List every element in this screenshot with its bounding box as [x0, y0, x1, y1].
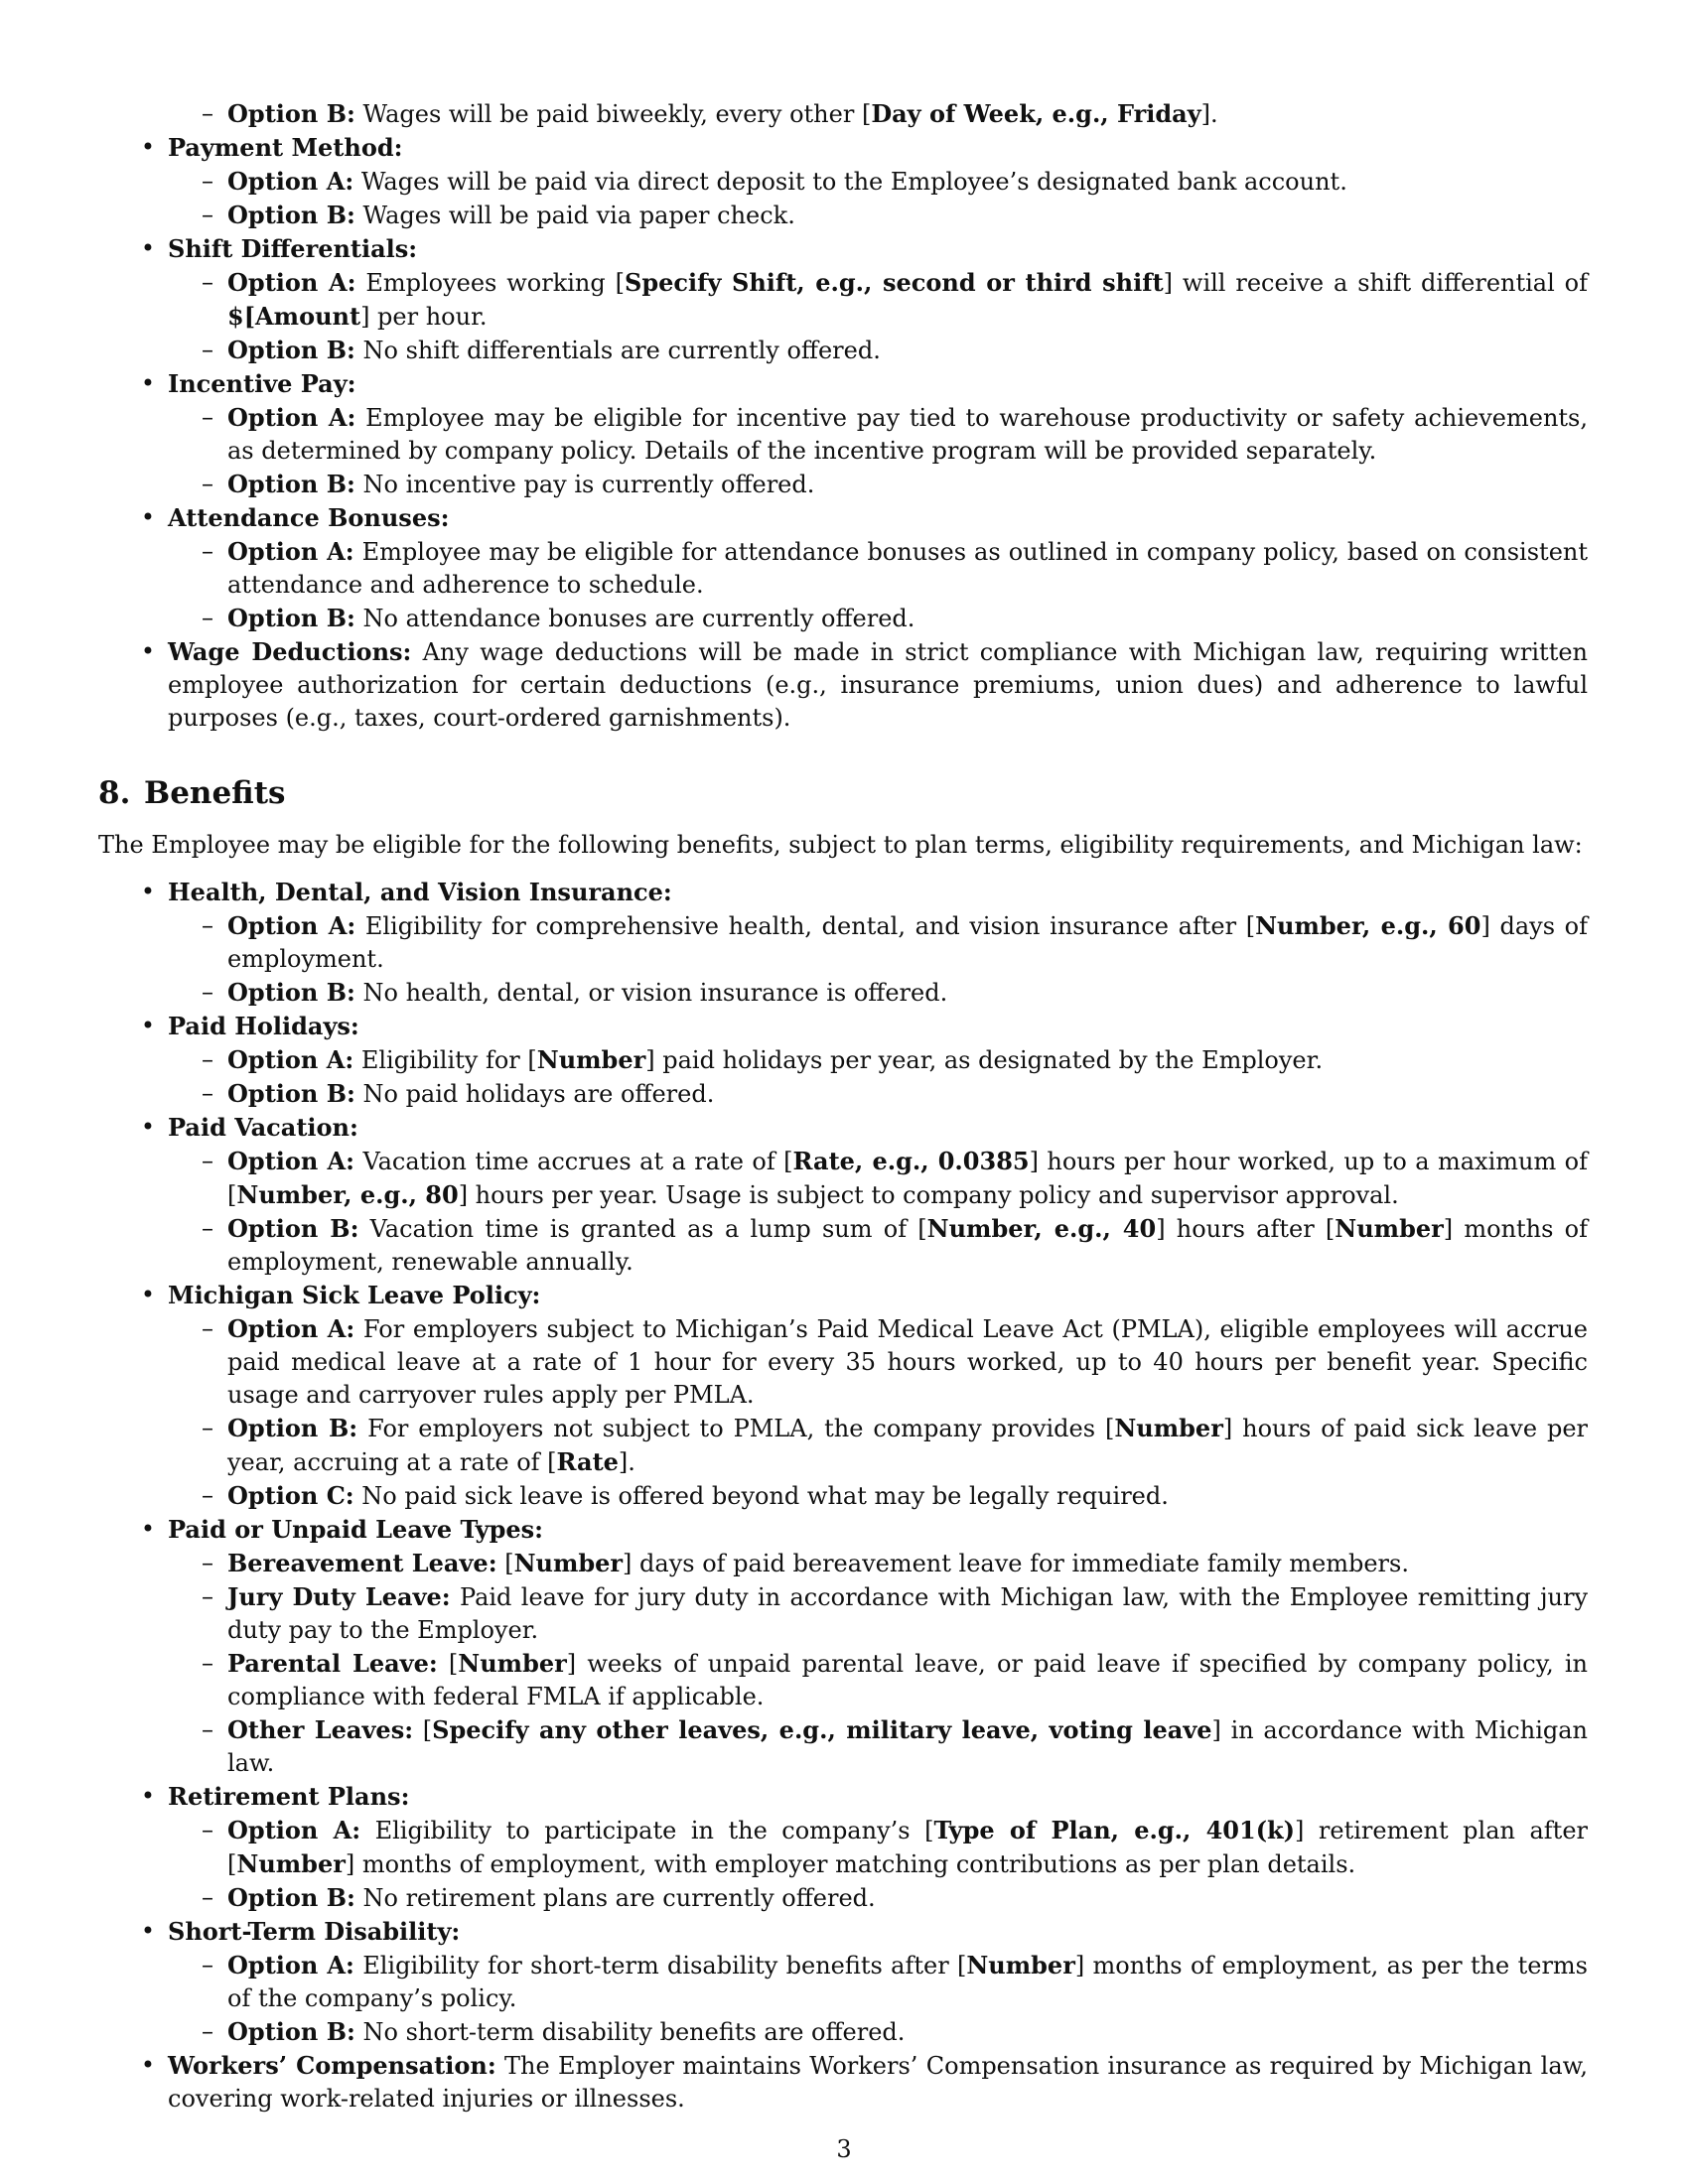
- workers-compensation-item: [98, 2049, 1588, 2116]
- wage-deductions-text: Any wage deductions will be made in strict compliance with Michigan law, requiring written employee authorization for certain deductions (e.g., insurance premiums, union dues) and adherence to lawful purposes (e.g., taxes, court-ordered garnishments).: [168, 638, 1588, 732]
- bullet-marker: •: [140, 234, 156, 262]
- bullet-marker: •: [140, 1113, 156, 1141]
- shift-differentials-options: [168, 266, 1588, 367]
- dash-marker: –: [202, 911, 213, 939]
- pay-frequency-options-continued: [168, 97, 1588, 131]
- list-item: – Option A: Eligibility to participate in the company’s [Type of Plan, e.g., 401(k)] retirement plan after [Number] months of employment, with employer matching contributions as per plan details.: [168, 1814, 1588, 1881]
- list-item: – Jury Duty Leave: Paid leave for jury duty in accordance with Michigan law, with the Employee remitting jury duty pay to the Employer.: [168, 1580, 1588, 1647]
- bullet-marker: •: [140, 1917, 156, 1945]
- bullet-marker: •: [140, 637, 156, 665]
- vacation-options: [168, 1145, 1588, 1279]
- std-label: Short-Term Disability:: [168, 1917, 461, 1946]
- document-page: [98, 97, 1588, 2116]
- retirement-label: Retirement Plans:: [168, 1782, 410, 1811]
- dash-marker: –: [202, 268, 213, 296]
- holidays-label: Paid Holidays:: [168, 1012, 359, 1040]
- attendance-bonuses-options: [168, 535, 1588, 635]
- list-item: – Option B: No attendance bonuses are currently offered.: [168, 602, 1588, 635]
- list-item: – Option B: Vacation time is granted as a lump sum of [Number, e.g., 40] hours after [Number] months of employment, renewable annually.: [168, 1212, 1588, 1279]
- wage-deductions-item: [98, 635, 1588, 735]
- list-item: – Option A: Eligibility for [Number] paid holidays per year, as designated by the Employer.: [168, 1043, 1588, 1077]
- sick-leave-item: [98, 1279, 1588, 1513]
- shift-differentials-label: Shift Differentials:: [168, 234, 418, 263]
- dash-marker: –: [202, 1414, 213, 1441]
- bullet-marker: •: [140, 2051, 156, 2079]
- list-item: – Option A: Employee may be eligible for attendance bonuses as outlined in company policy, based on consistent attendance and adherence to schedule.: [168, 535, 1588, 602]
- benefits-list: [98, 876, 1588, 2116]
- section-intro: The Employee may be eligible for the following benefits, subject to plan terms, eligibility requirements, and Michigan law:: [98, 831, 1583, 859]
- std-options: [168, 1949, 1588, 2049]
- section-title: Benefits: [144, 775, 286, 811]
- list-item: – Option B: Wages will be paid biweekly, every other [Day of Week, e.g., Friday].: [168, 97, 1588, 131]
- leave-types-options: [168, 1547, 1588, 1780]
- payment-method-options: [168, 165, 1588, 232]
- short-term-disability-item: [98, 1915, 1588, 2049]
- wage-deductions-label: Wage Deductions:: [168, 637, 412, 666]
- bullet-marker: •: [140, 503, 156, 531]
- list-item: – Option B: No paid holidays are offered.: [168, 1077, 1588, 1111]
- retirement-item: [98, 1780, 1588, 1915]
- bullet-marker: •: [140, 878, 156, 905]
- dash-marker: –: [202, 1715, 213, 1743]
- payment-method-item: [98, 131, 1588, 232]
- list-item: – Option A: Eligibility for comprehensive health, dental, and vision insurance after [Number, e.g., 60] days of employment.: [168, 909, 1588, 976]
- incentive-pay-options: [168, 401, 1588, 501]
- list-item: – Other Leaves: [Specify any other leaves, e.g., military leave, voting leave] in accordance with Michigan law.: [168, 1713, 1588, 1780]
- vacation-label: Paid Vacation:: [168, 1113, 358, 1142]
- list-item: – Option B: No retirement plans are currently offered.: [168, 1881, 1588, 1915]
- list-item: – Option B: No incentive pay is currently offered.: [168, 468, 1588, 501]
- list-item: – Bereavement Leave: [Number] days of paid bereavement leave for immediate family members.: [168, 1547, 1588, 1580]
- dash-marker: –: [202, 1147, 213, 1174]
- leave-types-label: Paid or Unpaid Leave Types:: [168, 1515, 544, 1544]
- dash-marker: –: [202, 1883, 213, 1911]
- incentive-pay-item: [98, 367, 1588, 501]
- compensation-list: [98, 131, 1588, 735]
- payment-method-label: Payment Method:: [168, 133, 403, 162]
- dash-marker: –: [202, 1481, 213, 1509]
- paid-holidays-item: [98, 1010, 1588, 1111]
- list-item: – Option B: For employers not subject to PMLA, the company provides [Number] hours of paid sick leave per year, accruing at a rate of [Rate].: [168, 1412, 1588, 1479]
- dash-marker: –: [202, 1549, 213, 1576]
- dash-marker: –: [202, 1649, 213, 1677]
- list-item: – Parental Leave: [Number] weeks of unpaid parental leave, or paid leave if specified by company policy, in compliance with federal FMLA if applicable.: [168, 1647, 1588, 1713]
- dash-marker: –: [202, 201, 213, 228]
- dash-marker: –: [202, 1079, 213, 1107]
- dash-marker: –: [202, 1951, 213, 1979]
- workers-comp-label: Workers’ Compensation:: [168, 2051, 496, 2080]
- attendance-bonuses-label: Attendance Bonuses:: [168, 503, 450, 532]
- incentive-pay-label: Incentive Pay:: [168, 369, 356, 398]
- dash-marker: –: [202, 1045, 213, 1073]
- dash-marker: –: [202, 537, 213, 565]
- bullet-marker: •: [140, 1012, 156, 1039]
- holidays-options: [168, 1043, 1588, 1111]
- bullet-marker: •: [140, 133, 156, 161]
- section-number: 8.: [98, 775, 131, 811]
- list-item: – Option B: Wages will be paid via paper check.: [168, 199, 1588, 232]
- health-options: [168, 909, 1588, 1010]
- shift-differentials-item: [98, 232, 1588, 367]
- dash-marker: –: [202, 2017, 213, 2045]
- list-item: – Option B: No health, dental, or vision insurance is offered.: [168, 976, 1588, 1010]
- page-number: 3: [836, 2135, 852, 2163]
- bullet-marker: •: [140, 1281, 156, 1308]
- dash-marker: –: [202, 1582, 213, 1610]
- retirement-options: [168, 1814, 1588, 1915]
- health-label: Health, Dental, and Vision Insurance:: [168, 878, 672, 906]
- list-item: – Option A: Employee may be eligible for incentive pay tied to warehouse productivity or safety achievements, as determined by company policy. Details of the incentive program will be provided separately.: [168, 401, 1588, 468]
- dash-marker: –: [202, 1816, 213, 1843]
- bullet-marker: •: [140, 1515, 156, 1543]
- sick-leave-options: [168, 1312, 1588, 1513]
- dash-marker: –: [202, 1214, 213, 1242]
- list-item: – Option B: No shift differentials are currently offered.: [168, 334, 1588, 367]
- paid-vacation-item: [98, 1111, 1588, 1279]
- list-item: – Option A: Wages will be paid via direct deposit to the Employee’s designated bank account.: [168, 165, 1588, 199]
- section-heading: [98, 773, 1588, 813]
- bullet-marker: •: [140, 369, 156, 397]
- sick-leave-label: Michigan Sick Leave Policy:: [168, 1281, 541, 1309]
- dash-marker: –: [202, 1314, 213, 1342]
- list-item: – Option B: No short-term disability benefits are offered.: [168, 2015, 1588, 2049]
- list-item: – Option A: Vacation time accrues at a rate of [Rate, e.g., 0.0385] hours per hour worked, up to a maximum of [Number, e.g., 80] hours per year. Usage is subject to company policy and supervisor approval.: [168, 1145, 1588, 1212]
- dash-marker: –: [202, 470, 213, 497]
- leave-types-item: [98, 1513, 1588, 1780]
- workers-comp-text: The Employer maintains Workers’ Compensation insurance as required by Michigan law, covering work-related injuries or illnesses.: [168, 2052, 1588, 2113]
- dash-marker: –: [202, 978, 213, 1006]
- attendance-bonuses-item: [98, 501, 1588, 635]
- dash-marker: –: [202, 167, 213, 195]
- dash-marker: –: [202, 99, 213, 127]
- dash-marker: –: [202, 403, 213, 431]
- dash-marker: –: [202, 336, 213, 363]
- list-item: – Option C: No paid sick leave is offered beyond what may be legally required.: [168, 1479, 1588, 1513]
- list-item: – Option A: Eligibility for short-term disability benefits after [Number] months of employment, as per the terms of the company’s policy.: [168, 1949, 1588, 2015]
- dash-marker: –: [202, 604, 213, 631]
- health-insurance-item: [98, 876, 1588, 1010]
- list-item: – Option A: For employers subject to Michigan’s Paid Medical Leave Act (PMLA), eligible employees will accrue paid medical leave at a rate of 1 hour for every 35 hours worked, up to 40 hours per benefit year. Specific usage and carryover rules apply per PMLA.: [168, 1312, 1588, 1412]
- bullet-marker: •: [140, 1782, 156, 1810]
- list-item: – Option A: Employees working [Specify Shift, e.g., second or third shift] will receive a shift differential of $[Amount] per hour.: [168, 266, 1588, 334]
